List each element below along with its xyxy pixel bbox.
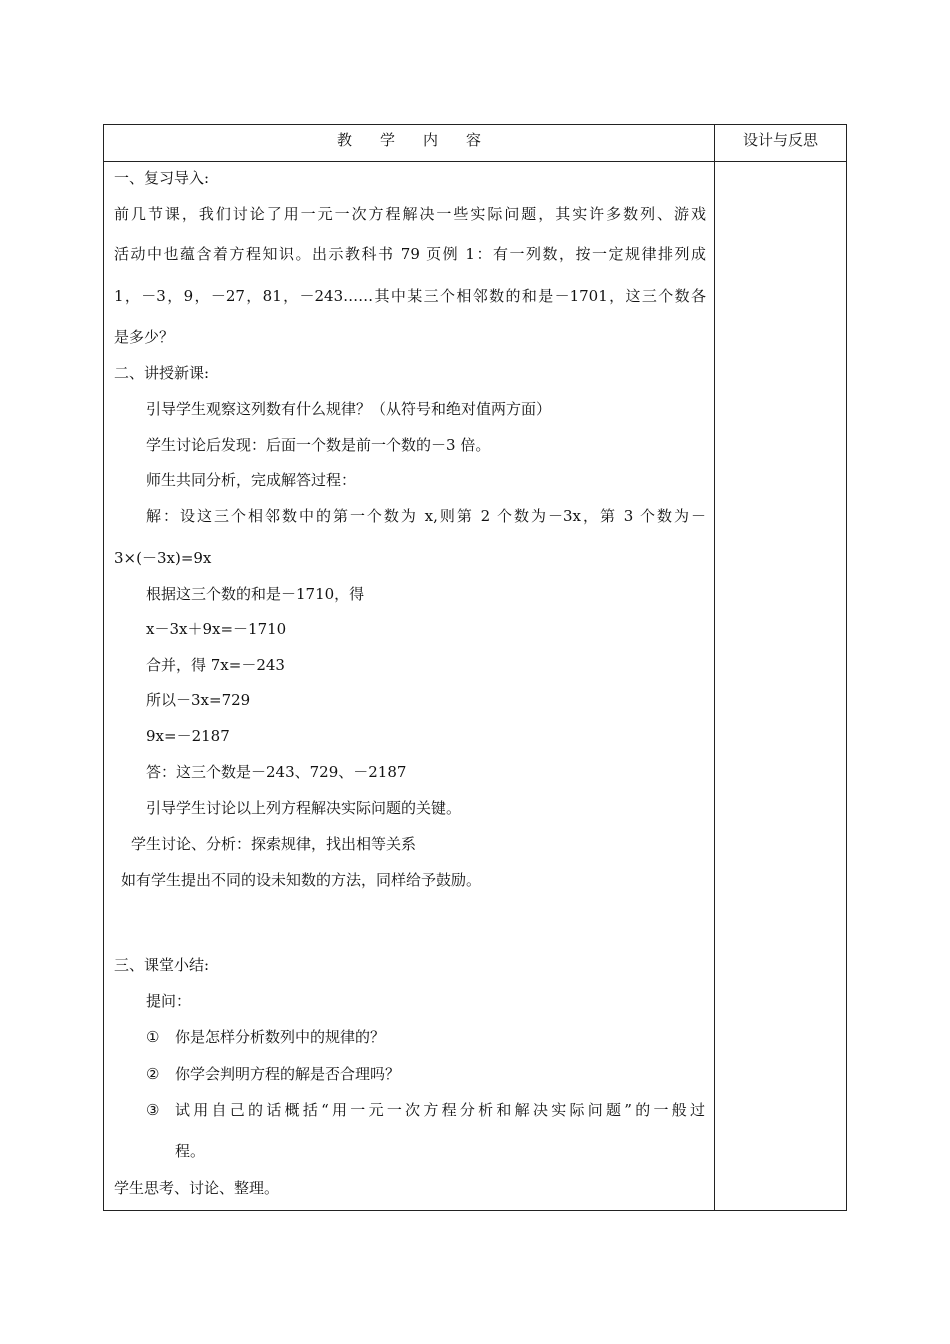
lesson-line: 引导学生观察这列数有什么规律？（从符号和绝对值两方面）	[146, 400, 552, 418]
section-summary-title: 三、课堂小结:	[114, 956, 210, 974]
review-paragraph-line: 活动中也蕴含着方程知识。出示教科书 79 页例 1：有一列数，按一定规律排列成	[114, 245, 706, 263]
item-2-marker: ②	[146, 1065, 160, 1083]
column-divider	[714, 125, 715, 1210]
lesson-line: 学生讨论后发现：后面一个数是前一个数的－3 倍。	[146, 436, 491, 454]
lesson-table	[103, 124, 847, 1211]
summary-question: 你学会判明方程的解是否合理吗？	[175, 1065, 401, 1083]
answer-line: 答：这三个数是－243、729、－2187	[146, 763, 407, 781]
section-review-title: 一、复习导入:	[114, 169, 210, 187]
header-divider	[104, 161, 846, 162]
lesson-line: 学生讨论、分析：探索规律，找出相等关系	[131, 835, 417, 853]
summary-question: 试用自己的话概括“用一元一次方程分析和解决实际问题”的一般过	[175, 1101, 705, 1119]
summary-question: 你是怎样分析数列中的规律的？	[175, 1028, 386, 1046]
solution-line: 根据这三个数的和是－1710，得	[146, 585, 365, 603]
review-paragraph-line: 1，－3，9，－27，81，－243……其中某三个相邻数的和是－1701，这三个数各	[114, 287, 706, 305]
section-new-lesson-title: 二、讲授新课:	[114, 364, 210, 382]
lesson-line: 引导学生讨论以上列方程解决实际问题的关键。	[146, 799, 462, 817]
design-column-header: 设计与反思	[742, 131, 818, 149]
review-paragraph-line: 前几节课，我们讨论了用一元一次方程解决一些实际问题，其实许多数列、游戏	[114, 205, 706, 223]
item-3-marker: ③	[146, 1101, 160, 1119]
equation-line: 9x=－2187	[146, 727, 230, 745]
question-prompt: 提问：	[146, 992, 192, 1010]
equation-line: x－3x＋9x=－1710	[146, 620, 287, 638]
solution-line: 3×(－3x)=9x	[114, 549, 212, 567]
lesson-line: 如有学生提出不同的设未知数的方法，同样给予鼓励。	[121, 871, 482, 889]
equation-line: 合并，得 7x=－243	[146, 656, 285, 674]
summary-question-continued: 程。	[175, 1142, 206, 1160]
closing-line: 学生思考、讨论、整理。	[114, 1179, 280, 1197]
review-paragraph-line: 是多少？	[114, 328, 175, 346]
content-column-header: 教学内容	[336, 131, 509, 149]
lesson-line: 师生共同分析，完成解答过程：	[146, 471, 357, 489]
item-1-marker: ①	[146, 1028, 160, 1046]
solution-line: 解：设这三个相邻数中的第一个数为 x,则第 2 个数为－3x，第 3 个数为－	[146, 507, 706, 525]
equation-line: 所以－3x=729	[146, 691, 251, 709]
